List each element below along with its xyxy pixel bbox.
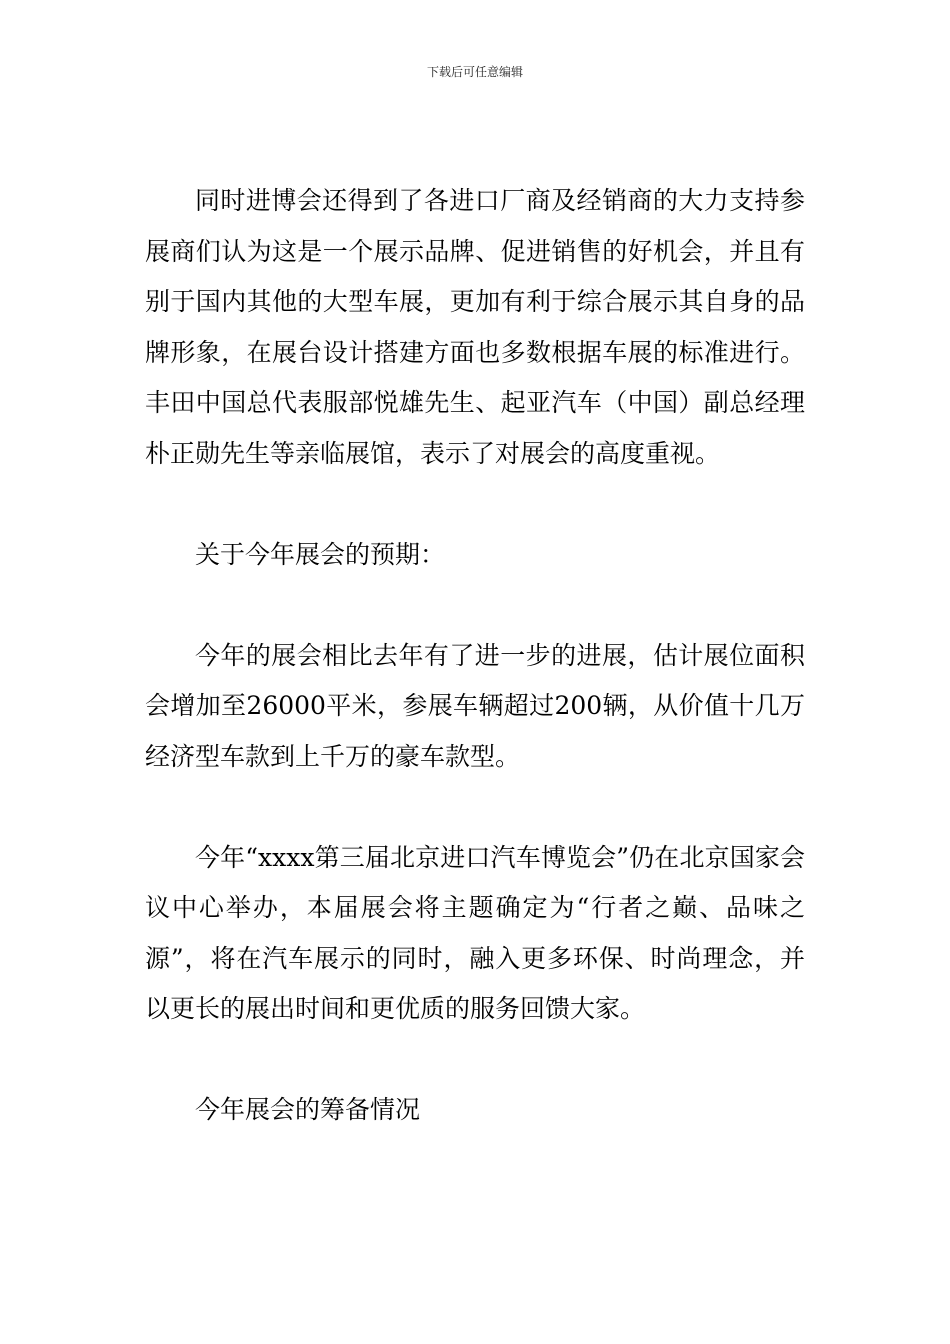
paragraph-spacer [145, 782, 805, 833]
paragraph-expectation-heading: 关于今年展会的预期： [195, 539, 446, 569]
page-header-note: 下载后可任意编辑 [426, 65, 523, 79]
paragraph-preparation-heading: 今年展会的筹备情况 [195, 1095, 421, 1124]
paragraph-expo-theme: 今年“xxxx第三届北京进口汽车博览会”仍在北京国家会议中心举办，本届展会将主题确定为“行者之巅、品味之源”，将在汽车展示的同时，融入更多环保、时尚理念，并以更长的展出时间和更优质的服务回馈大家。 [145, 842, 805, 1023]
paragraph-expectation-detail: 今年的展会相比去年有了进一步的进展，估计展位面积会增加至26000平米，参展车辆超过200辆，从价值十几万经济型车款到上千万的豪车款型。 [145, 640, 805, 771]
paragraph-spacer [145, 479, 805, 530]
paragraph-spacer [145, 1035, 805, 1086]
paragraph-spacer [145, 580, 805, 631]
document-body [145, 176, 805, 1136]
paragraph-exhibitor-support: 同时进博会还得到了各进口厂商及经销商的大力支持参展商们认为这是一个展示品牌、促进销售的好机会，并且有别于国内其他的大型车展，更加有利于综合展示其自身的品牌形象，在展台设计搭建方面也多数根据车展的标准进行。丰田中国总代表服部悦雄先生、起亚汽车（中国）副总经理朴正勋先生等亲临展馆，表示了对展会的高度重视。 [145, 186, 805, 468]
